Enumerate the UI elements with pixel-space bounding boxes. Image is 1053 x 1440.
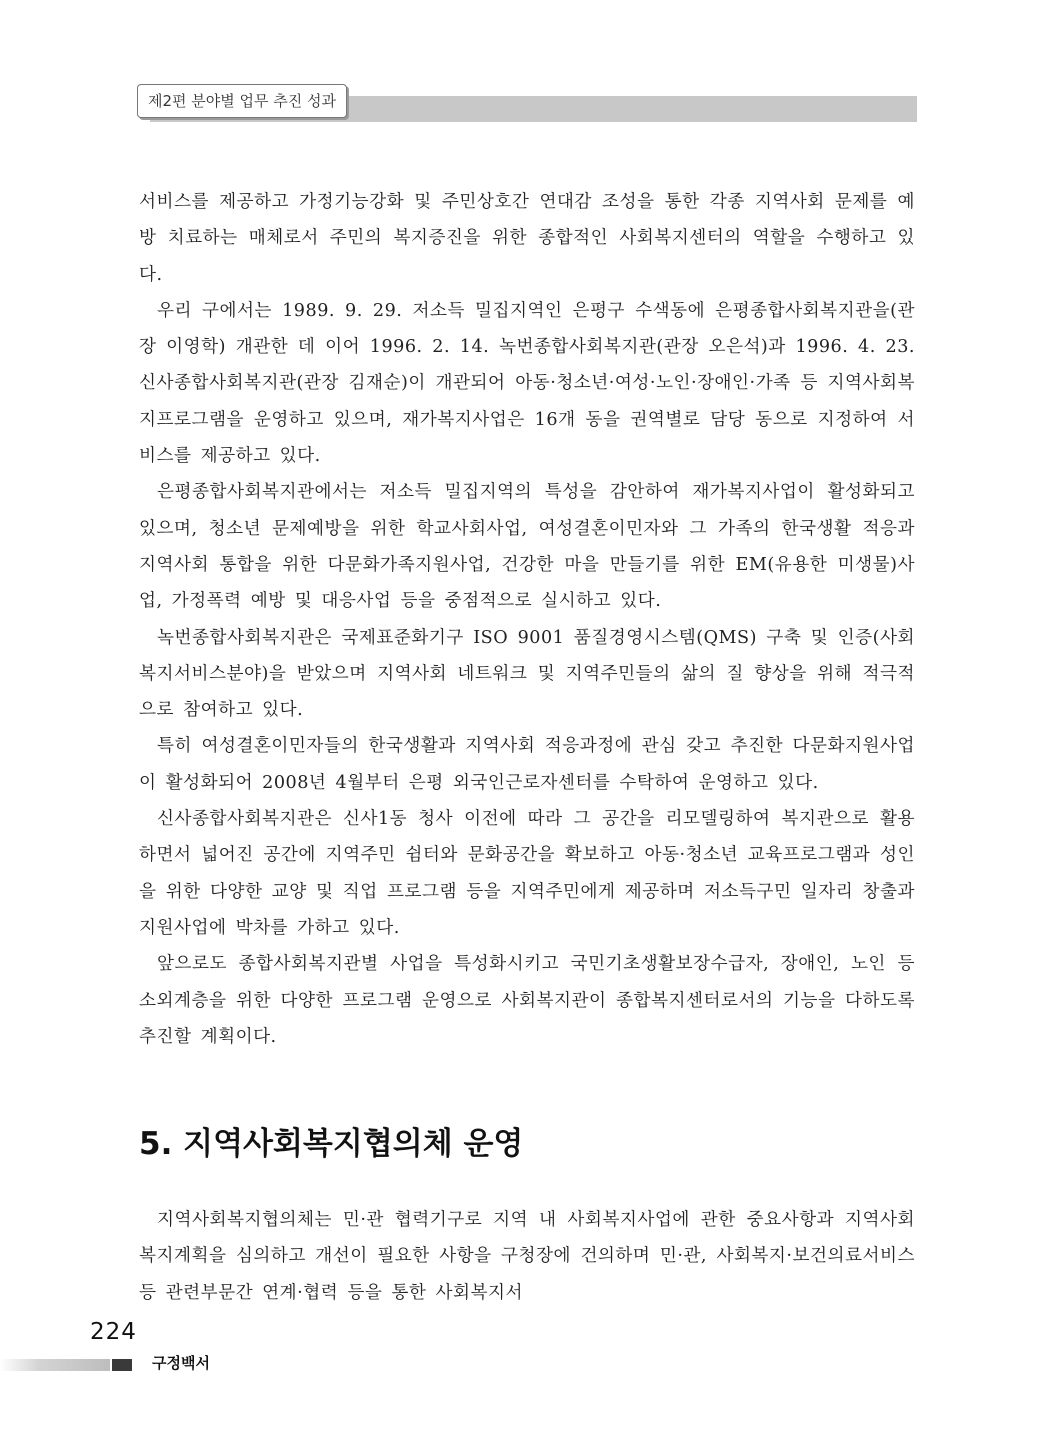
paragraph-5: 특히 여성결혼이민자들의 한국생활과 지역사회 적응과정에 관심 갖고 추진한 다문화지원사업이 활성화되어 2008년 4월부터 은평 외국인근로자센터를 수탁하여 운영하고 있다. xyxy=(139,736,915,793)
paragraph-6: 신사종합사회복지관은 신사1동 청사 이전에 따라 그 공간을 리모델링하여 복지관으로 활용하면서 넓어진 공간에 지역주민 쉼터와 문화공간을 확보하고 아동·청소년 교육프로그램과 성인을 위한 다양한 교양 및 직업 프로그램 등을 지역주민에게 제공하며 저소득구민 일자리 창출과 지원사업에 박차를 가하고 있다. xyxy=(139,809,915,938)
section-header-label: 제2편 분야별 업무 추진 성과 xyxy=(137,84,347,118)
page-number: 224 xyxy=(90,1319,137,1345)
book-title: 구정백서 xyxy=(152,1354,210,1372)
paragraph-1: 서비스를 제공하고 가정기능강화 및 주민상호간 연대감 조성을 통한 각종 지역사회 문제를 예방 치료하는 매체로서 주민의 복지증진을 위한 종합적인 사회복지센터의 역할을 수행하고 있다. xyxy=(139,192,915,285)
paragraph-4: 녹번종합사회복지관은 국제표준화기구 ISO 9001 품질경영시스템(QMS) 구축 및 인증(사회복지서비스분야)을 받았으며 지역사회 네트워크 및 지역주민들의 삶의 질 향상을 위해 적극적으로 참여하고 있다. xyxy=(139,627,915,721)
section-paragraph: 지역사회복지협의체는 민·관 협력기구로 지역 내 사회복지사업에 관한 중요사항과 지역사회복지계획을 심의하고 개선이 필요한 사항을 구청장에 건의하며 민·관, 사회복지·보건의료서비스 등 관련부문간 연계·협력 등을 통한 사회복지서 xyxy=(139,1210,915,1303)
paragraph-3: 은평종합사회복지관에서는 저소득 밀집지역의 특성을 감안하여 재가복지사업이 활성화되고 있으며, 청소년 문제예방을 위한 학교사회사업, 여성결혼이민자와 그 가족의 한국생활 적응과 지역사회 통합을 위한 다문화가족지원사업, 건강한 마을 만들기를 위한 EM(유용한 미생물)사업, 가정폭력 예방 및 대응사업 등을 중점적으로 실시하고 있다. xyxy=(139,482,915,612)
section-heading: 5. 지역사회복지협의체 운영 xyxy=(139,1126,524,1162)
footer-marker xyxy=(112,1359,132,1371)
paragraph-2: 우리 구에서는 1989. 9. 29. 저소득 밀집지역인 은평구 수색동에 은평종합사회복지관을(관장 이영학) 개관한 데 이어 1996. 2. 14. 녹번종합사회복지관(관장 오은석)과 1996. 4. 23. 신사종합사회복지관(관장 김재순)이 개관되어 아동·청소년·여성·노인·장애인·가족 등 지역사회복지프로그램을 운영하고 있으며, 재가복지사업은 16개 동을 권역별로 담당 동으로 지정하여 서비스를 제공하고 있다. xyxy=(139,300,915,467)
body-text xyxy=(139,184,915,1055)
footer-bar xyxy=(0,1359,110,1371)
section-body xyxy=(139,1202,915,1311)
paragraph-7: 앞으로도 종합사회복지관별 사업을 특성화시키고 국민기초생활보장수급자, 장애인, 노인 등 소외계층을 위한 다양한 프로그램 운영으로 사회복지관이 종합복지센터로서의 기능을 다하도록 추진할 계획이다. xyxy=(139,954,915,1047)
